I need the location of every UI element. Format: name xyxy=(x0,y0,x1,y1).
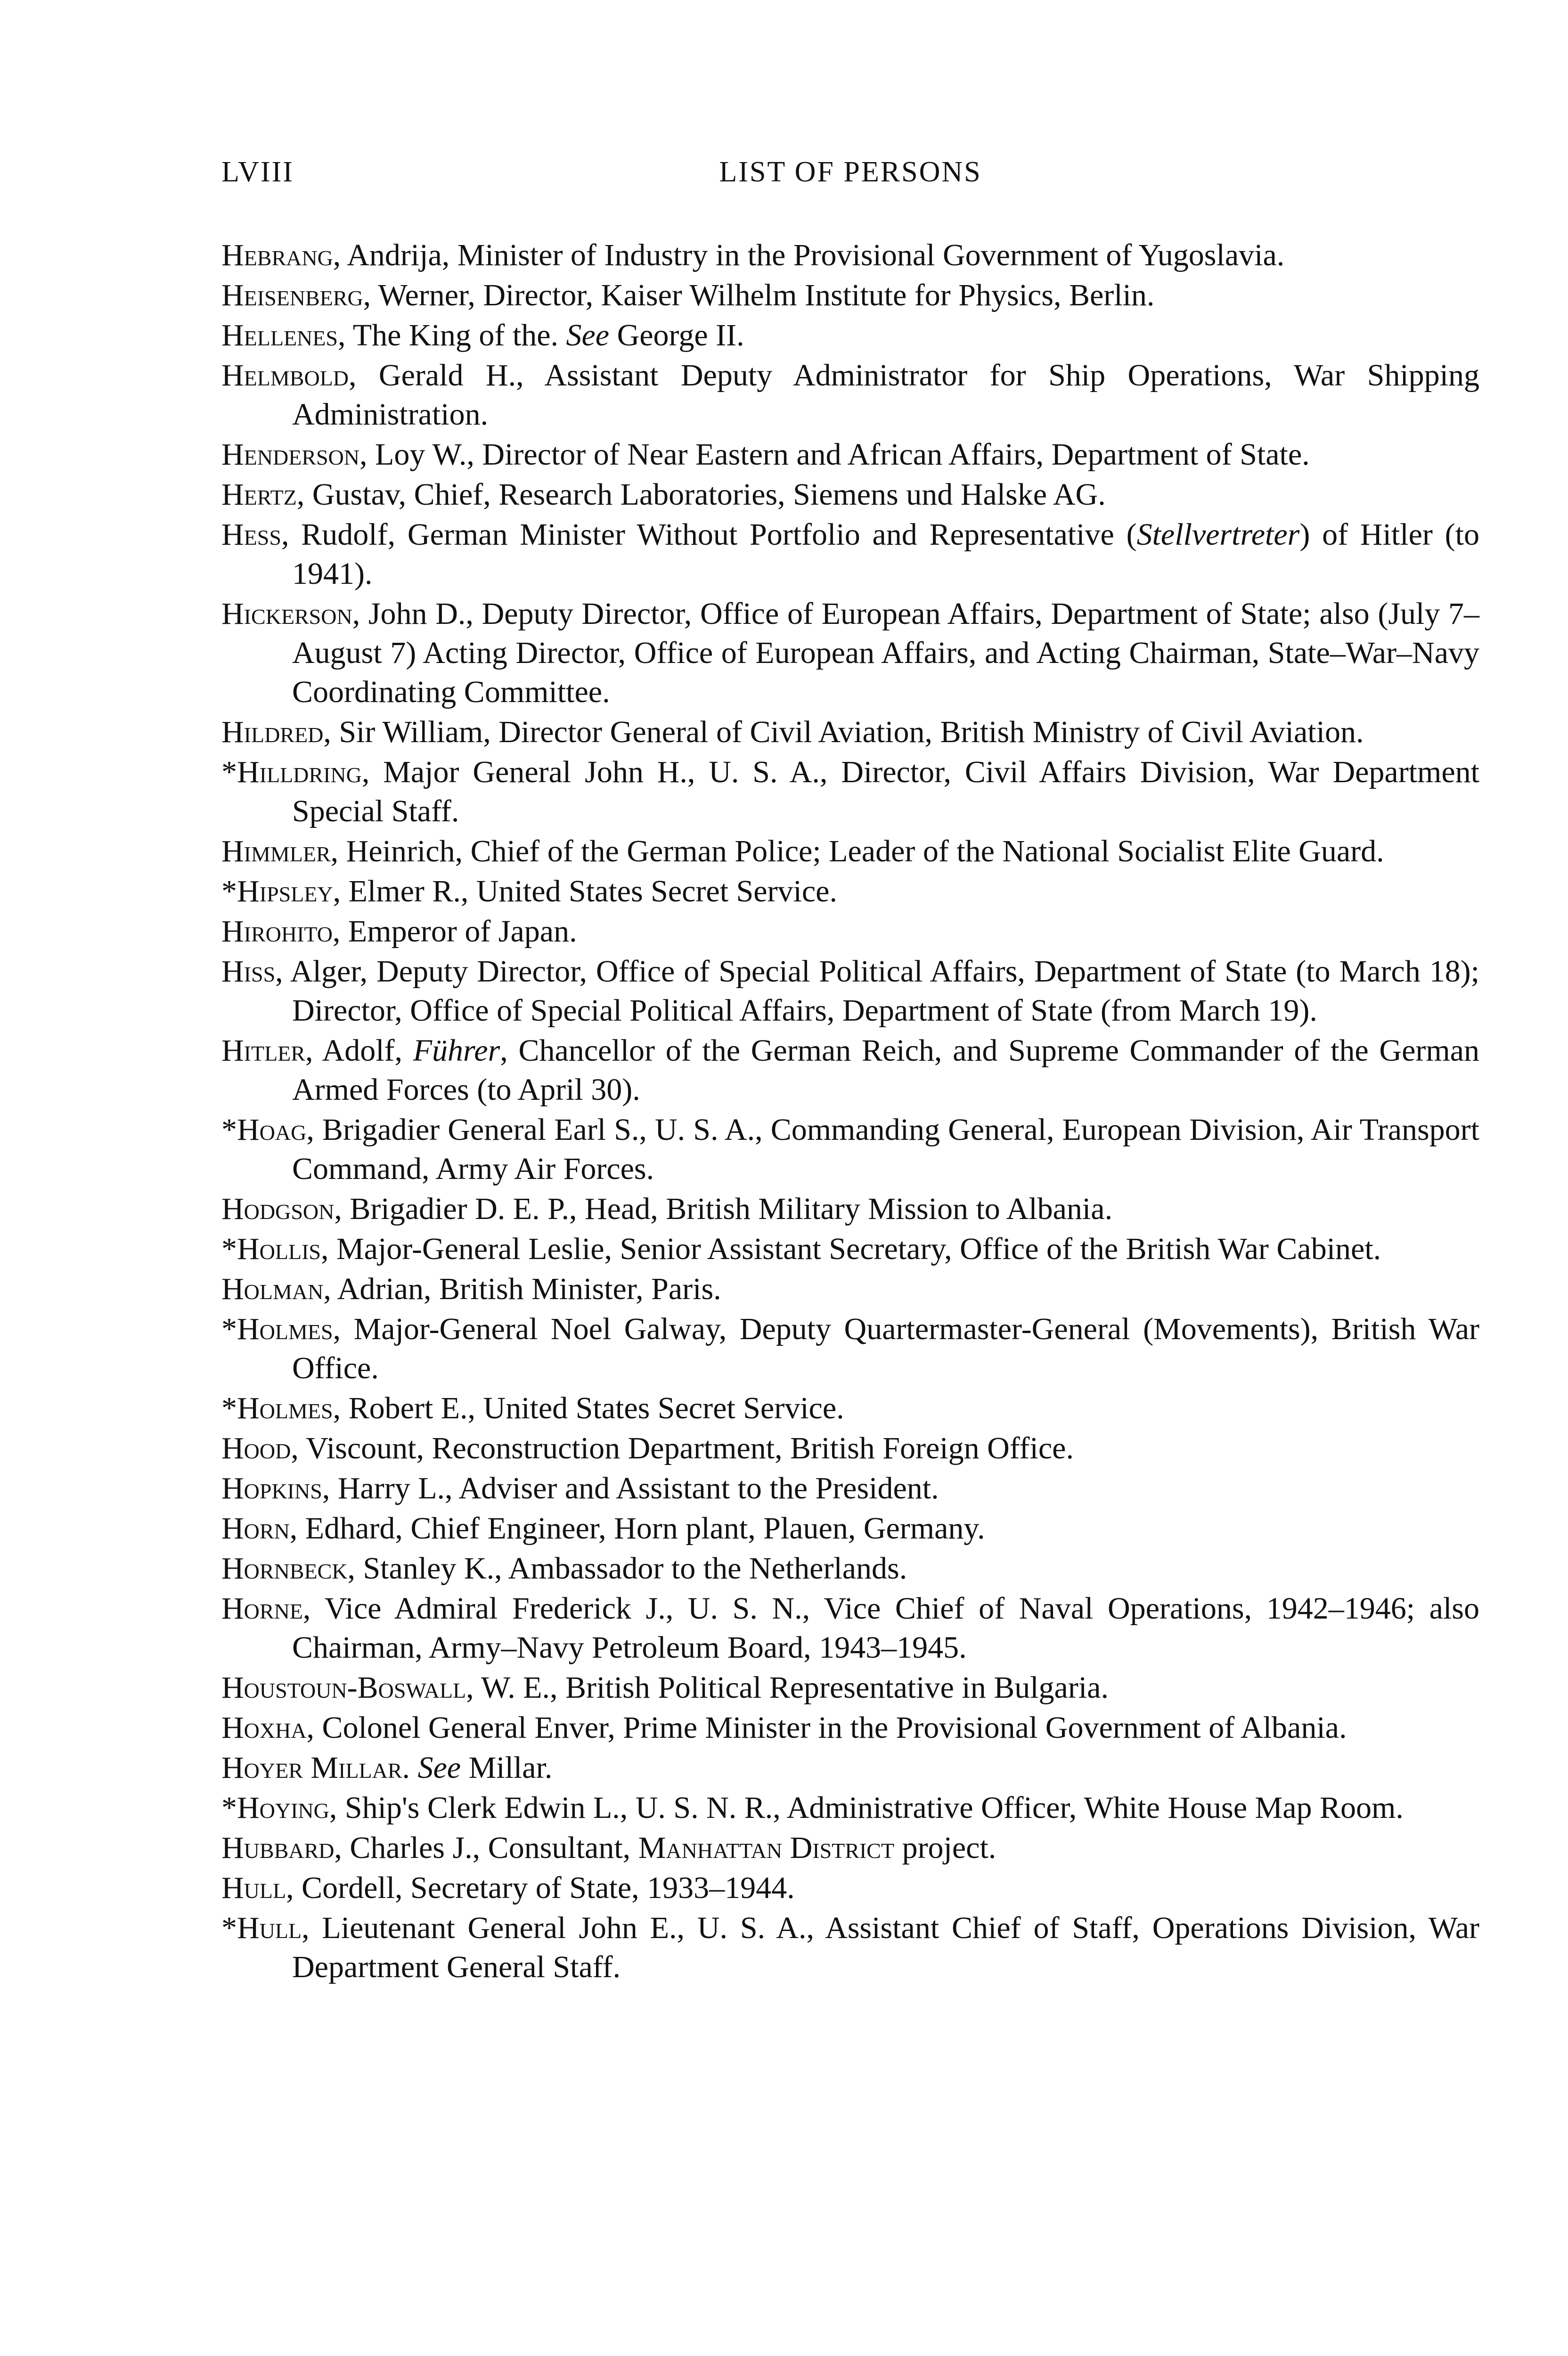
person-description: , Sir William, Director General of Civil Aviation, British Ministry of Civil Aviation. xyxy=(323,715,1364,749)
asterisk-marker: * xyxy=(221,1911,237,1945)
person-description-tail: ) of Hitler (to 1941). xyxy=(292,517,1479,591)
person-name: Hoying xyxy=(237,1791,329,1825)
person-description: . xyxy=(402,1751,418,1785)
list-item xyxy=(221,515,1479,593)
list-item xyxy=(221,1908,1479,1987)
list-item xyxy=(221,872,1479,911)
asterisk-marker: * xyxy=(221,755,237,789)
person-description-tail: project. xyxy=(894,1831,996,1865)
person-name: Holmes xyxy=(237,1312,333,1346)
list-item xyxy=(221,1229,1479,1268)
person-name: Hellenes xyxy=(221,318,338,352)
person-description: , Cordell, Secretary of State, 1933–1944. xyxy=(286,1871,795,1905)
list-item xyxy=(221,1868,1479,1907)
person-description: , Stanley K., Ambassador to the Netherlands. xyxy=(347,1551,907,1586)
person-name: Houstoun-Boswall xyxy=(221,1670,466,1705)
person-description-tail: Millar. xyxy=(461,1751,553,1785)
person-description: , The King of the. xyxy=(337,318,566,352)
person-name: Hirohito xyxy=(221,914,333,949)
person-name: Hickerson xyxy=(221,597,352,631)
running-title: LIST OF PERSONS xyxy=(719,156,982,188)
person-name: Hollis xyxy=(237,1232,321,1266)
page-number: LVIII xyxy=(221,156,294,188)
list-item xyxy=(221,952,1479,1030)
person-name: Hitler xyxy=(221,1033,305,1068)
list-item xyxy=(221,1828,1479,1867)
person-name: Hodgson xyxy=(221,1192,335,1226)
list-item xyxy=(221,475,1479,514)
list-item xyxy=(221,712,1479,752)
person-name: Hilldring xyxy=(237,755,362,789)
person-description: , Alger, Deputy Director, Office of Special Political Affairs, Department of State (to March 18); Director, Office of Special Political Affairs, Department of State (from March 19). xyxy=(275,954,1479,1028)
person-description-tail: , Chancellor of the German Reich, and Supreme Commander of the German Armed Forces (to April 30). xyxy=(292,1033,1479,1107)
person-description: , Viscount, Reconstruction Department, British Foreign Office. xyxy=(291,1431,1074,1465)
person-name: Hull xyxy=(221,1871,286,1905)
list-item xyxy=(221,1031,1479,1109)
person-name: Hood xyxy=(221,1431,291,1465)
person-name: Hornbeck xyxy=(221,1551,348,1586)
person-description: , Major-General Noel Galway, Deputy Quartermaster-General (Movements), British War Office. xyxy=(292,1312,1479,1385)
person-name: Hipsley xyxy=(237,874,333,908)
list-item xyxy=(221,316,1479,355)
italic-term: See xyxy=(566,318,610,352)
list-item xyxy=(221,594,1479,712)
person-list xyxy=(221,236,1479,1988)
person-description: , Vice Admiral Frederick J., U. S. N., Vice Chief of Naval Operations, 1942–1946; also Chairman, Army–Navy Petroleum Board, 1943–1945. xyxy=(292,1591,1479,1665)
person-description: , Lieutenant General John E., U. S. A., Assistant Chief of Staff, Operations Division, War Department General Staff. xyxy=(292,1911,1479,1984)
list-item xyxy=(221,236,1479,275)
person-name: Hoxha xyxy=(221,1710,307,1745)
list-item xyxy=(221,1269,1479,1309)
person-description-tail: George II. xyxy=(609,318,744,352)
person-name: Hildred xyxy=(221,715,324,749)
person-description: , Ship's Clerk Edwin L., U. S. N. R., Administrative Officer, White House Map Room. xyxy=(329,1791,1404,1825)
person-description: , Colonel General Enver, Prime Minister in the Provisional Government of Albania. xyxy=(306,1710,1347,1745)
italic-term: Stellvertreter xyxy=(1136,517,1300,552)
list-item xyxy=(221,435,1479,474)
person-description: , John D., Deputy Director, Office of European Affairs, Department of State; also (July 7–August 7) Acting Director, Office of European Affairs, and Acting Chairman, State–War–Navy Coordinating Committee. xyxy=(292,597,1479,709)
person-description: , Rudolf, German Minister Without Portfolio and Representative ( xyxy=(281,517,1137,552)
person-name: Hertz xyxy=(221,477,297,512)
asterisk-marker: * xyxy=(221,1232,237,1266)
person-description: , Emperor of Japan. xyxy=(332,914,577,949)
list-item xyxy=(221,1309,1479,1388)
person-description: , W. E., British Political Representative in Bulgaria. xyxy=(466,1670,1109,1705)
asterisk-marker: * xyxy=(221,1791,237,1825)
person-name: Hubbard xyxy=(221,1831,335,1865)
page-header xyxy=(221,155,1479,193)
person-description: , Gustav, Chief, Research Laboratories, Siemens und Halske AG. xyxy=(296,477,1106,512)
project-name: Manhattan District xyxy=(638,1831,895,1865)
person-description: , Harry L., Adviser and Assistant to the President. xyxy=(322,1471,939,1505)
person-name: Helmbold xyxy=(221,358,349,393)
person-description: , Charles J., Consultant, xyxy=(334,1831,638,1865)
list-item xyxy=(221,1708,1479,1747)
list-item xyxy=(221,1110,1479,1188)
person-name: Heisenberg xyxy=(221,278,363,312)
asterisk-marker: * xyxy=(221,874,237,908)
asterisk-marker: * xyxy=(221,1391,237,1425)
person-description: , Elmer R., United States Secret Service. xyxy=(333,874,837,908)
person-name: Hiss xyxy=(221,954,276,989)
person-name: Hull xyxy=(237,1911,302,1945)
person-name: Holman xyxy=(221,1272,324,1306)
person-description: , Andrija, Minister of Industry in the Provisional Government of Yugoslavia. xyxy=(333,238,1285,272)
person-name: Henderson xyxy=(221,437,360,472)
italic-term: Führer xyxy=(413,1033,500,1068)
list-item xyxy=(221,912,1479,951)
person-description: , Major-General Leslie, Senior Assistant Secretary, Office of the British War Cabinet. xyxy=(320,1232,1381,1266)
italic-term: See xyxy=(417,1751,461,1785)
person-name: Horn xyxy=(221,1511,290,1546)
asterisk-marker: * xyxy=(221,1312,237,1346)
person-description: , Gerald H., Assistant Deputy Administrator for Ship Operations, War Shipping Administration. xyxy=(292,358,1479,432)
person-description: , Adolf, xyxy=(305,1033,413,1068)
list-item xyxy=(221,356,1479,434)
list-item xyxy=(221,1668,1479,1707)
person-description: , Werner, Director, Kaiser Wilhelm Institute for Physics, Berlin. xyxy=(363,278,1155,312)
person-description: , Adrian, British Minister, Paris. xyxy=(323,1272,721,1306)
person-description: , Edhard, Chief Engineer, Horn plant, Plauen, Germany. xyxy=(289,1511,985,1546)
list-item xyxy=(221,1509,1479,1548)
asterisk-marker: * xyxy=(221,1113,237,1147)
list-item xyxy=(221,1748,1479,1787)
list-item xyxy=(221,832,1479,871)
list-item xyxy=(221,1549,1479,1588)
person-description: , Major General John H., U. S. A., Director, Civil Affairs Division, War Department Special Staff. xyxy=(292,755,1479,828)
list-item xyxy=(221,1429,1479,1468)
list-item xyxy=(221,753,1479,831)
person-name: Hoyer Millar xyxy=(221,1751,402,1785)
person-name: Hoag xyxy=(237,1113,307,1147)
person-description: , Brigadier D. E. P., Head, British Military Mission to Albania. xyxy=(334,1192,1113,1226)
person-name: Horne xyxy=(221,1591,303,1626)
person-name: Himmler xyxy=(221,834,331,868)
list-item xyxy=(221,276,1479,315)
person-description: , Robert E., United States Secret Service. xyxy=(333,1391,844,1425)
person-name: Hebrang xyxy=(221,238,333,272)
list-item xyxy=(221,1389,1479,1428)
list-item xyxy=(221,1788,1479,1827)
list-item xyxy=(221,1589,1479,1667)
list-item xyxy=(221,1189,1479,1228)
person-name: Hopkins xyxy=(221,1471,322,1505)
person-description: , Loy W., Director of Near Eastern and African Affairs, Department of State. xyxy=(359,437,1310,472)
person-description: , Heinrich, Chief of the German Police; Leader of the National Socialist Elite Guard. xyxy=(330,834,1384,868)
person-name: Holmes xyxy=(237,1391,333,1425)
list-item xyxy=(221,1469,1479,1508)
person-name: Hess xyxy=(221,517,281,552)
person-description: , Brigadier General Earl S., U. S. A., Commanding General, European Division, Air Transport Command, Army Air Forces. xyxy=(292,1113,1479,1186)
